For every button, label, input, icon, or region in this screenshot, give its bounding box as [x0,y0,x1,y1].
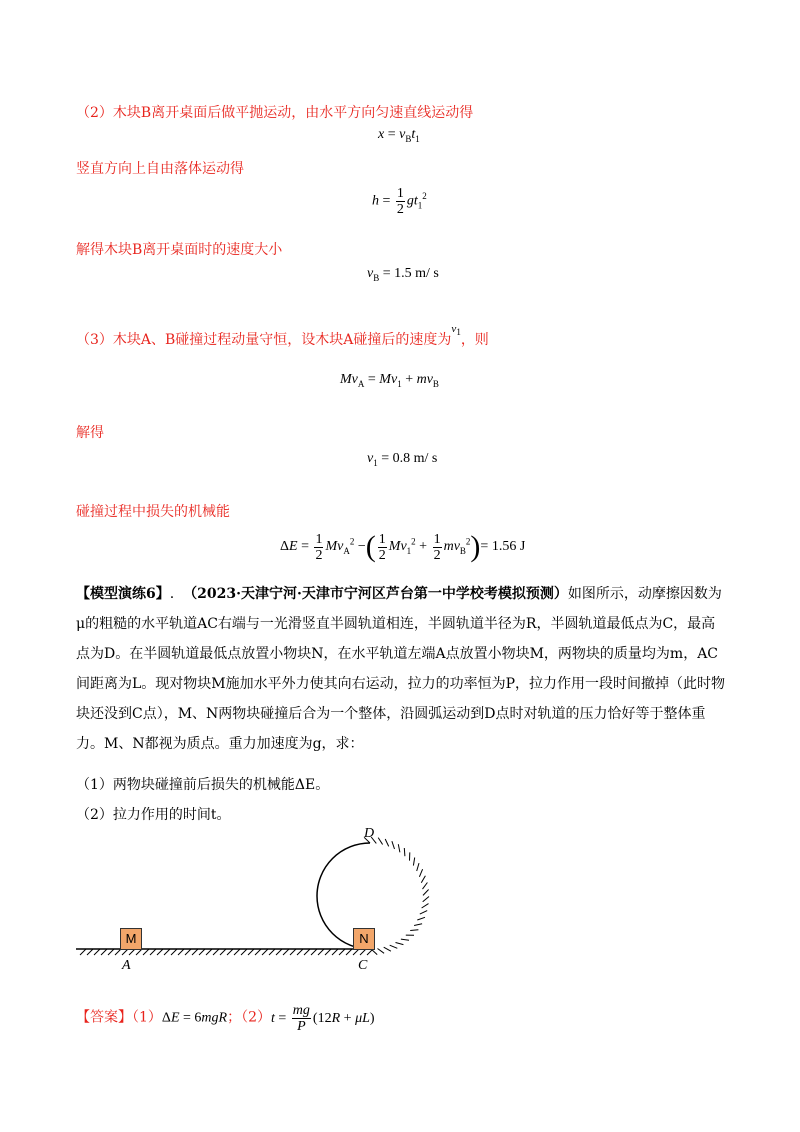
answer-tag: 【答案】 [76,1009,132,1026]
equation-vertical: h = $\frac{1}{2}$ $gt_1^2$ [372,186,427,217]
answer-2: t = $\frac{mg}{P}$ (12R + μL) [271,1003,375,1034]
part2-vertical-text: 竖直方向上自由落体运动得 [76,161,244,177]
part2-intro: （2）木块B离开桌面后做平抛运动，由水平方向匀速直线运动得 [76,105,474,121]
part2-solve-text: 解得木块B离开桌面时的速度大小 [76,242,283,258]
part3-intro-a: （3）木块A、B碰撞过程动量守恒，设木块A碰撞后的速度为 [76,332,452,348]
answer-p1: （1） [132,1009,162,1026]
part3-intro-b: ，则 [460,332,489,348]
answer-p2: （2） [241,1009,271,1026]
equation-vB: $v_B = 1.5$ m/ s [367,266,439,283]
problem-sep: . [169,586,175,602]
equation-energy: ΔE = $\frac{1}{2}$ $Mv_A^2$ −( $\frac{1}{2}$ $Mv_1^2$ + $\frac{1}{2}$ $mv_B^2)= 1.56$ J [280,530,526,563]
answer-1: ΔE = 6mgR [161,1010,228,1026]
equation-momentum: $Mv_A = Mv_1 + mv_B$ [340,372,439,389]
block-n: N [353,928,375,950]
equation-horizontal: $x = v_Bt_1$ [378,127,420,144]
point-d-label: D [364,826,375,841]
answer-sep: ； [227,1009,242,1026]
point-c-label: C [358,958,368,973]
block-m: M [120,928,142,950]
problem-tag: 【模型演练6】 [76,586,170,602]
answer-line [76,1003,375,1034]
question-1: （1）两物块碰撞前后损失的机械能ΔE。 [76,777,330,793]
part3-energy-text: 碰撞过程中损失的机械能 [76,504,230,520]
question-2: （2）拉力作用的时间t。 [76,807,231,823]
part3-solve-text: 解得 [76,425,104,441]
part3-intro-var: v1 [451,323,461,338]
point-a-label: A [122,958,131,973]
equation-v1: $v_1 = 0.8$ m/ s [367,451,438,468]
problem-body: 如图所示，动摩擦因数为μ的粗糙的水平轨道AC右端与一光滑竖直半圆轨道相连，半圆轨道半径为R，半圆轨道最低点为C，最高点为D。在半圆轨道最低点放置小物块N，在水平轨道左端A点放置小物块M，两物块的质量均为m，AC间距离为L。现对物块M施加水平外力使其向右运动，拉力的功率恒为P，拉力作用一段时间撤掉（此时物块还没到C点），M、N两物块碰撞后合为一个整体，沿圆弧运动到D点时对轨道的压力恰好等于整体重力。M、N都视为质点。重力加速度为g，求： [76,586,726,752]
problem-source: （2023·天津宁河·天津市宁河区芦台第一中学校考模拟预测） [183,586,568,602]
